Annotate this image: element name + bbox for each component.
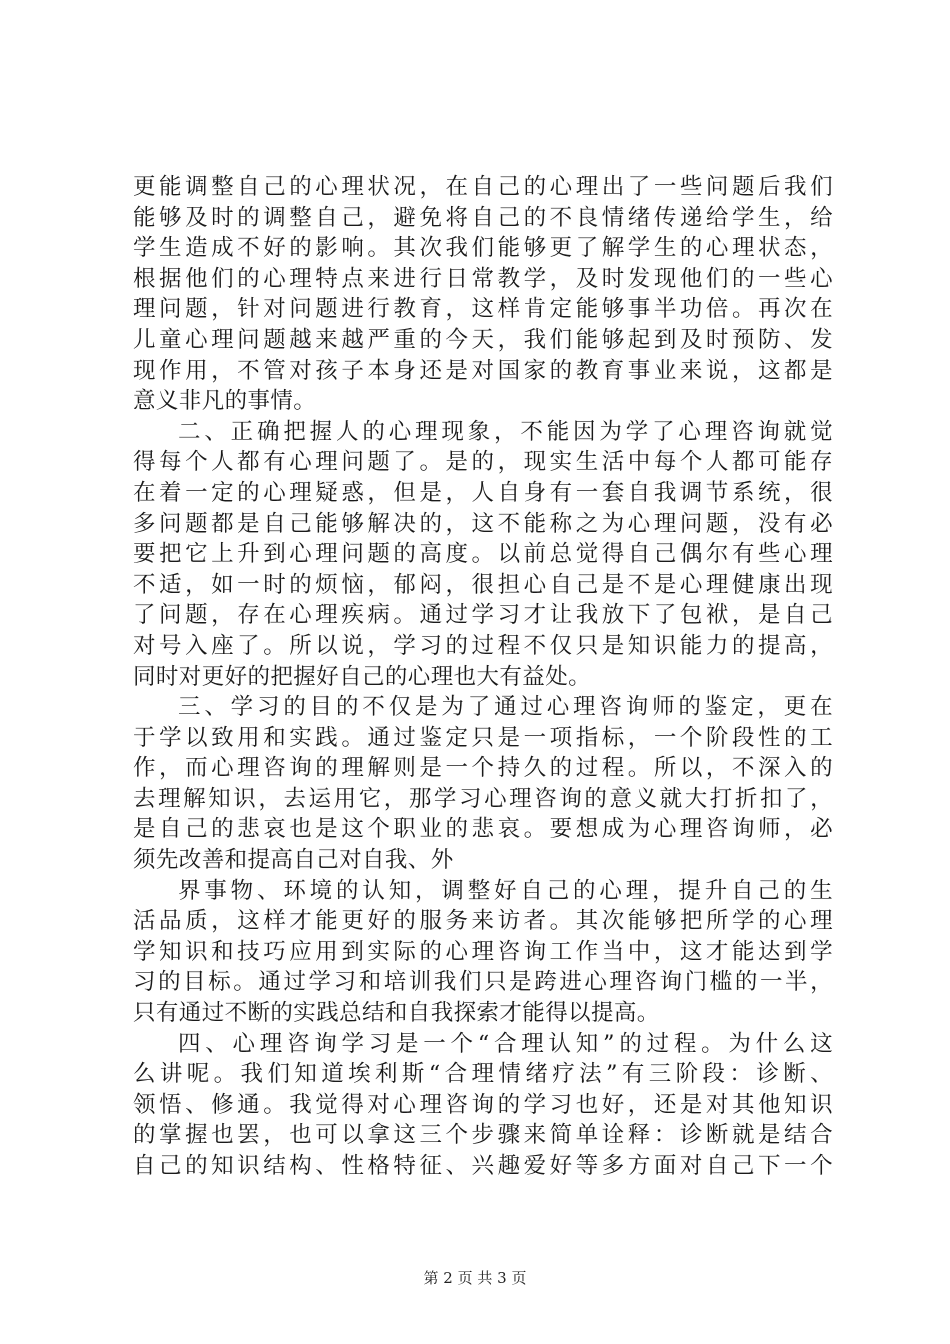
text-line: 活品质，这样才能更好的服务来访者。其次能够把所学的心理: [133, 908, 833, 935]
text-line: 领悟、修通。我觉得对心理咨询的学习也好，还是对其他知识: [133, 1091, 833, 1118]
text-line: 学知识和技巧应用到实际的心理咨询工作当中，这才能达到学: [133, 938, 833, 965]
text-line: 对号入座了。所以说，学习的过程不仅只是知识能力的提高，: [133, 632, 833, 659]
text-line: 理问题，针对问题进行教育，这样肯定能够事半功倍。再次在: [133, 296, 833, 323]
text-line: 二、正确把握人的心理现象，不能因为学了心理咨询就觉: [178, 418, 833, 445]
text-line: 学生造成不好的影响。其次我们能够更了解学生的心理状态，: [133, 235, 833, 262]
text-line: 能够及时的调整自己，避免将自己的不良情绪传递给学生，给: [133, 204, 833, 231]
text-line: 是自己的悲哀也是这个职业的悲哀。要想成为心理咨询师，必: [133, 816, 833, 843]
text-line: 去理解知识，去运用它，那学习心理咨询的意义就大打折扣了，: [133, 785, 833, 812]
paragraph-1: [133, 172, 833, 417]
text-line: 不适，如一时的烦恼，郁闷，很担心自己是不是心理健康出现: [133, 571, 833, 598]
paragraph-2: [133, 417, 833, 692]
text-line: 现作用，不管对孩子本身还是对国家的教育事业来说，这都是: [133, 357, 833, 384]
text-line: 同时对更好的把握好自己的心理也大有益处。: [133, 663, 592, 690]
text-line: 多问题都是自己能够解决的，这不能称之为心理问题，没有必: [133, 510, 833, 537]
text-line: 要把它上升到心理问题的高度。以前总觉得自己偶尔有些心理: [133, 541, 833, 568]
text-line: 四、心理咨询学习是一个“合理认知”的过程。为什么这: [178, 1030, 833, 1057]
text-line: 么讲呢。我们知道埃利斯“合理情绪疗法”有三阶段：诊断、: [133, 1061, 833, 1088]
text-line: 的掌握也罢，也可以拿这三个步骤来简单诠释：诊断就是结合: [133, 1122, 833, 1149]
text-line: 在着一定的心理疑惑，但是，人自身有一套自我调节系统，很: [133, 479, 833, 506]
text-line: 须先改善和提高自己对自我、外: [133, 847, 454, 874]
text-line: 意义非凡的事情。: [133, 388, 317, 415]
text-line: 更能调整自己的心理状况，在自己的心理出了一些问题后我们: [133, 174, 833, 200]
text-line: 根据他们的心理特点来进行日常教学，及时发现他们的一些心: [133, 265, 833, 292]
text-line: 自己的知识结构、性格特征、兴趣爱好等多方面对自己下一个: [133, 1153, 833, 1179]
paragraph-5: [133, 1029, 833, 1182]
text-line: 于学以致用和实践。通过鉴定只是一项指标，一个阶段性的工: [133, 724, 833, 751]
text-line: 三、学习的目的不仅是为了通过心理咨询师的鉴定，更在: [178, 694, 833, 721]
page-number-footer: 第 2 页 共 3 页: [423, 1269, 527, 1287]
paragraph-4: [133, 876, 833, 1029]
text-line: 界事物、环境的认知，调整好自己的心理，提升自己的生: [178, 877, 833, 904]
text-line: 儿童心理问题越来越严重的今天，我们能够起到及时预防、发: [133, 326, 833, 353]
text-line: 只有通过不断的实践总结和自我探索才能得以提高。: [133, 1000, 660, 1027]
text-line: 作，而心理咨询的理解则是一个持久的过程。所以，不深入的: [133, 755, 833, 782]
body-text: [133, 172, 833, 1182]
text-line: 习的目标。通过学习和培训我们只是跨进心理咨询门槛的一半，: [133, 969, 833, 996]
paragraph-3: [133, 692, 833, 876]
text-line: 了问题，存在心理疾病。通过学习才让我放下了包袱，是自己: [133, 602, 833, 629]
text-line: 得每个人都有心理问题了。是的，现实生活中每个人都可能存: [133, 449, 833, 476]
